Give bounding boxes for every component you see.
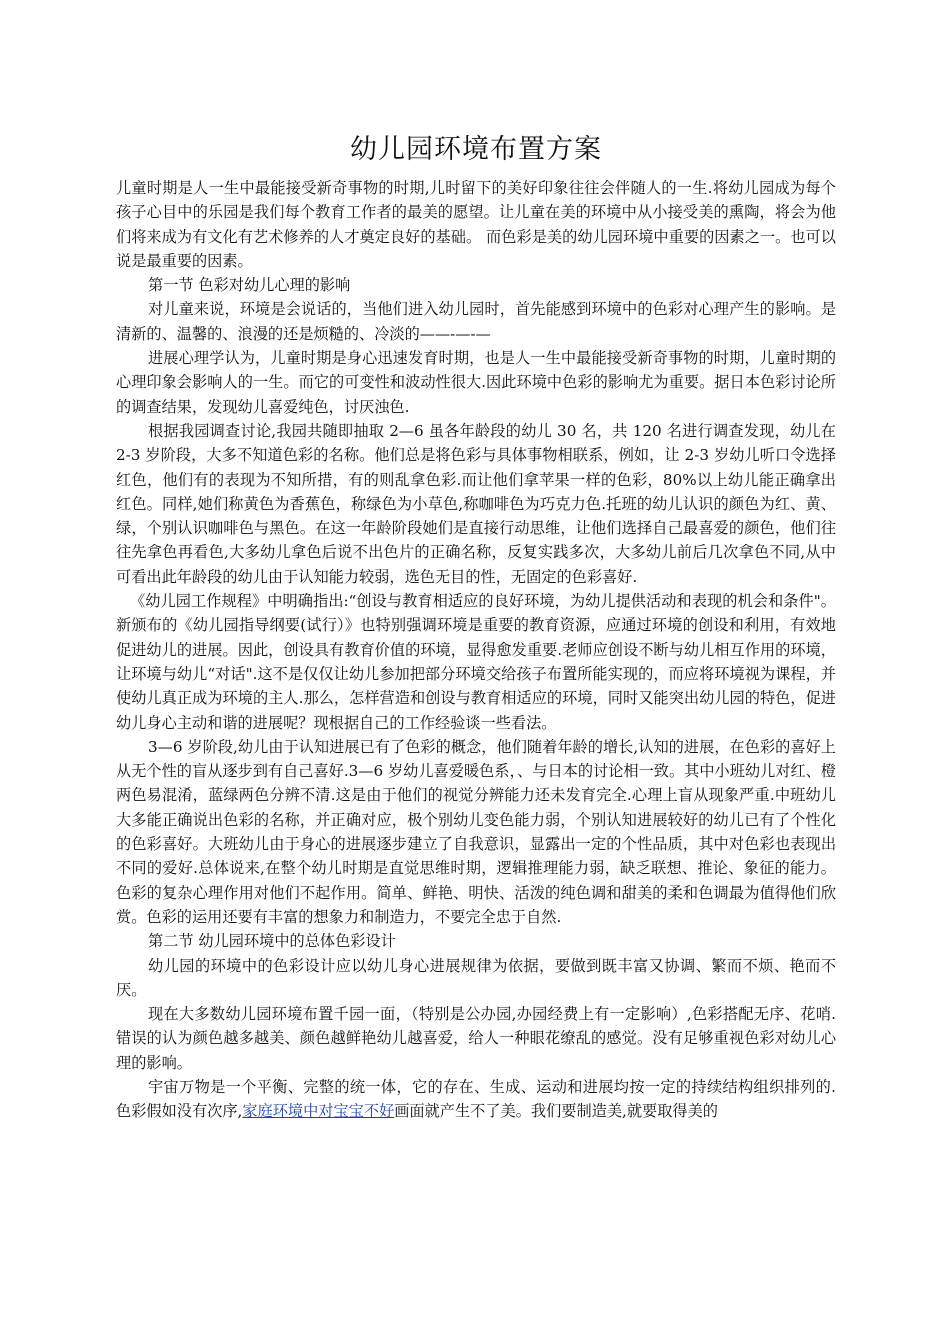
paragraph-3: 根据我园调查讨论,我园共随即抽取 2—6 虽各年龄段的幼儿 30 名，共 120 名进行调查发现，幼儿在 2-3 岁阶段，大多不知道色彩的名称。他们总是将色彩与具体事物相联系，例如，让 2-3 岁幼儿听口令选择红色，他们有的表现为不知所措，有的则乱拿色彩.而让他们拿苹果一样的色彩，80%以上幼儿能正确拿出红色。同样,她们称黄色为香蕉色，称绿色为小草色,称咖啡色为巧克力色.托班的幼儿认识的颜色为红、黄、绿，个别认识咖啡色与黑色。在这一年龄阶段她们是直接行动思维，让他们选择自己最喜爱的颜色，他们往往先拿色再看色,大多幼儿拿色后说不出色片的正确名称，反复实践多次，大多幼儿前后几次拿色不同,从中可看出此年龄段的幼儿由于认知能力较弱，选色无目的性，无固定的色彩喜好. [116,421,836,586]
document-page [116,130,836,1124]
intro-paragraph: 儿童时期是人一生中最能接受新奇事物的时期,儿时留下的美好印象往往会伴随人的一生.将幼儿园成为每个孩子心目中的乐园是我们每个教育工作者的最美的愿望。让儿童在美的环境中从小接受美的熏陶，将会为他们将来成为有文化有艺术修养的人才奠定良好的基础。 而色彩是美的幼儿园环境中重要的因素之一。也可以说是最重要的因素。 [116,179,836,270]
paragraph-6: 幼儿园的环境中的色彩设计应以幼儿身心进展规律为依据，要做到既丰富又协调、繁而不烦、艳而不厌。 [116,956,836,999]
paragraph-4: 《幼儿园工作规程》中明确指出:“创设与教育相适应的良好环境，为幼儿提供活动和表现的机会和条件"。新颁布的《幼儿园指导纲要(试行）》也特别强调环境是重要的教育资源，应通过环境的创设和利用，有效地促进幼儿的进展。因此，创设具有教育价值的环境，显得愈发重要.老师应创设不断与幼儿相互作用的环境，让环境与幼儿“对话".这不是仅仅让幼儿参加把部分环境交给孩子布置所能实现的，而应将环境视为课程，并使幼儿真正成为环境的主人.那么，怎样营造和创设与教育相适应的环境，同时又能突出幼儿园的特色，促进幼儿身心主动和谐的进展呢？现根据自己的工作经验谈一些看法。 [116,592,836,732]
inline-link[interactable]: 家庭环境中对宝宝不好 [242,1102,395,1121]
paragraph-5: 3—6 岁阶段,幼儿由于认知进展已有了色彩的概念，他们随着年龄的增长,认知的进展，在色彩的喜好上从无个性的盲从逐步到有自己喜好.3—6 岁幼儿喜爱暖色系，、与日本的讨论相一致。其中小班幼儿对红、橙两色易混淆，蓝绿两色分辨不清.这是由于他们的视觉分辨能力还未发育完全.心理上盲从现象严重.中班幼儿大多能正确说出色彩的名称，并正确对应，极个别幼儿变色能力弱，个别认知进展较好的幼儿已有了个性化的色彩喜好。大班幼儿由于身心的进展逐步建立了自我意识，显露出一定的个性品质，其中对色彩也表现出不同的爱好.总体说来,在整个幼儿时期是直觉思维时期，逻辑推理能力弱，缺乏联想、推论、象征的能力。色彩的复杂心理作用对他们不起作用。简单、鲜艳、明快、活泼的纯色调和甜美的柔和色调最为值得他们欣赏。色彩的运用还要有丰富的想象力和制造力，不要完全忠于自然. [116,737,837,926]
paragraph-8-text-end: 画面就产生不了美。我们要制造美,就要取得美的 [394,1102,718,1121]
document-title: 幼儿园环境布置方案 [350,134,602,165]
paragraph-7: 现在大多数幼儿园环境布置千园一面，（特别是公办园,办园经费上有一定影响）,色彩搭配无序、花哨.错误的认为颜色越多越美、颜色越鲜艳幼儿越喜爱，给人一种眼花缭乱的感觉。没有足够重视色彩对幼儿心理的影响。 [116,1005,836,1072]
paragraph-8-text-start: 宇宙万物是一个平衡、完整的统一体，它的存在、生成、运动和进展均按一定的持续结构组织排列的.色彩假如没有次序, [116,1077,836,1121]
section-2-heading: 第二节 幼儿园环境中的总体色彩设计 [148,932,396,951]
paragraph-1: 对儿童来说，环境是会说话的，当他们进入幼儿园时，首先能感到环境中的色彩对心理产生的影响。是清新的、温馨的、浪漫的还是烦糙的、冷淡的——-—-— [116,300,836,343]
paragraph-2: 进展心理学认为，儿童时期是身心迅速发育时期，也是人一生中最能接受新奇事物的时期，儿童时期的心理印象会影响人的一生。而它的可变性和波动性很大.因此环境中色彩的影响尤为重要。据日本色彩讨论所的调查结果，发现幼儿喜爱纯色，讨厌浊色. [116,349,836,416]
paragraph-8 [116,1075,836,1124]
section-1-heading: 第一节 色彩对幼儿心理的影响 [148,276,351,295]
